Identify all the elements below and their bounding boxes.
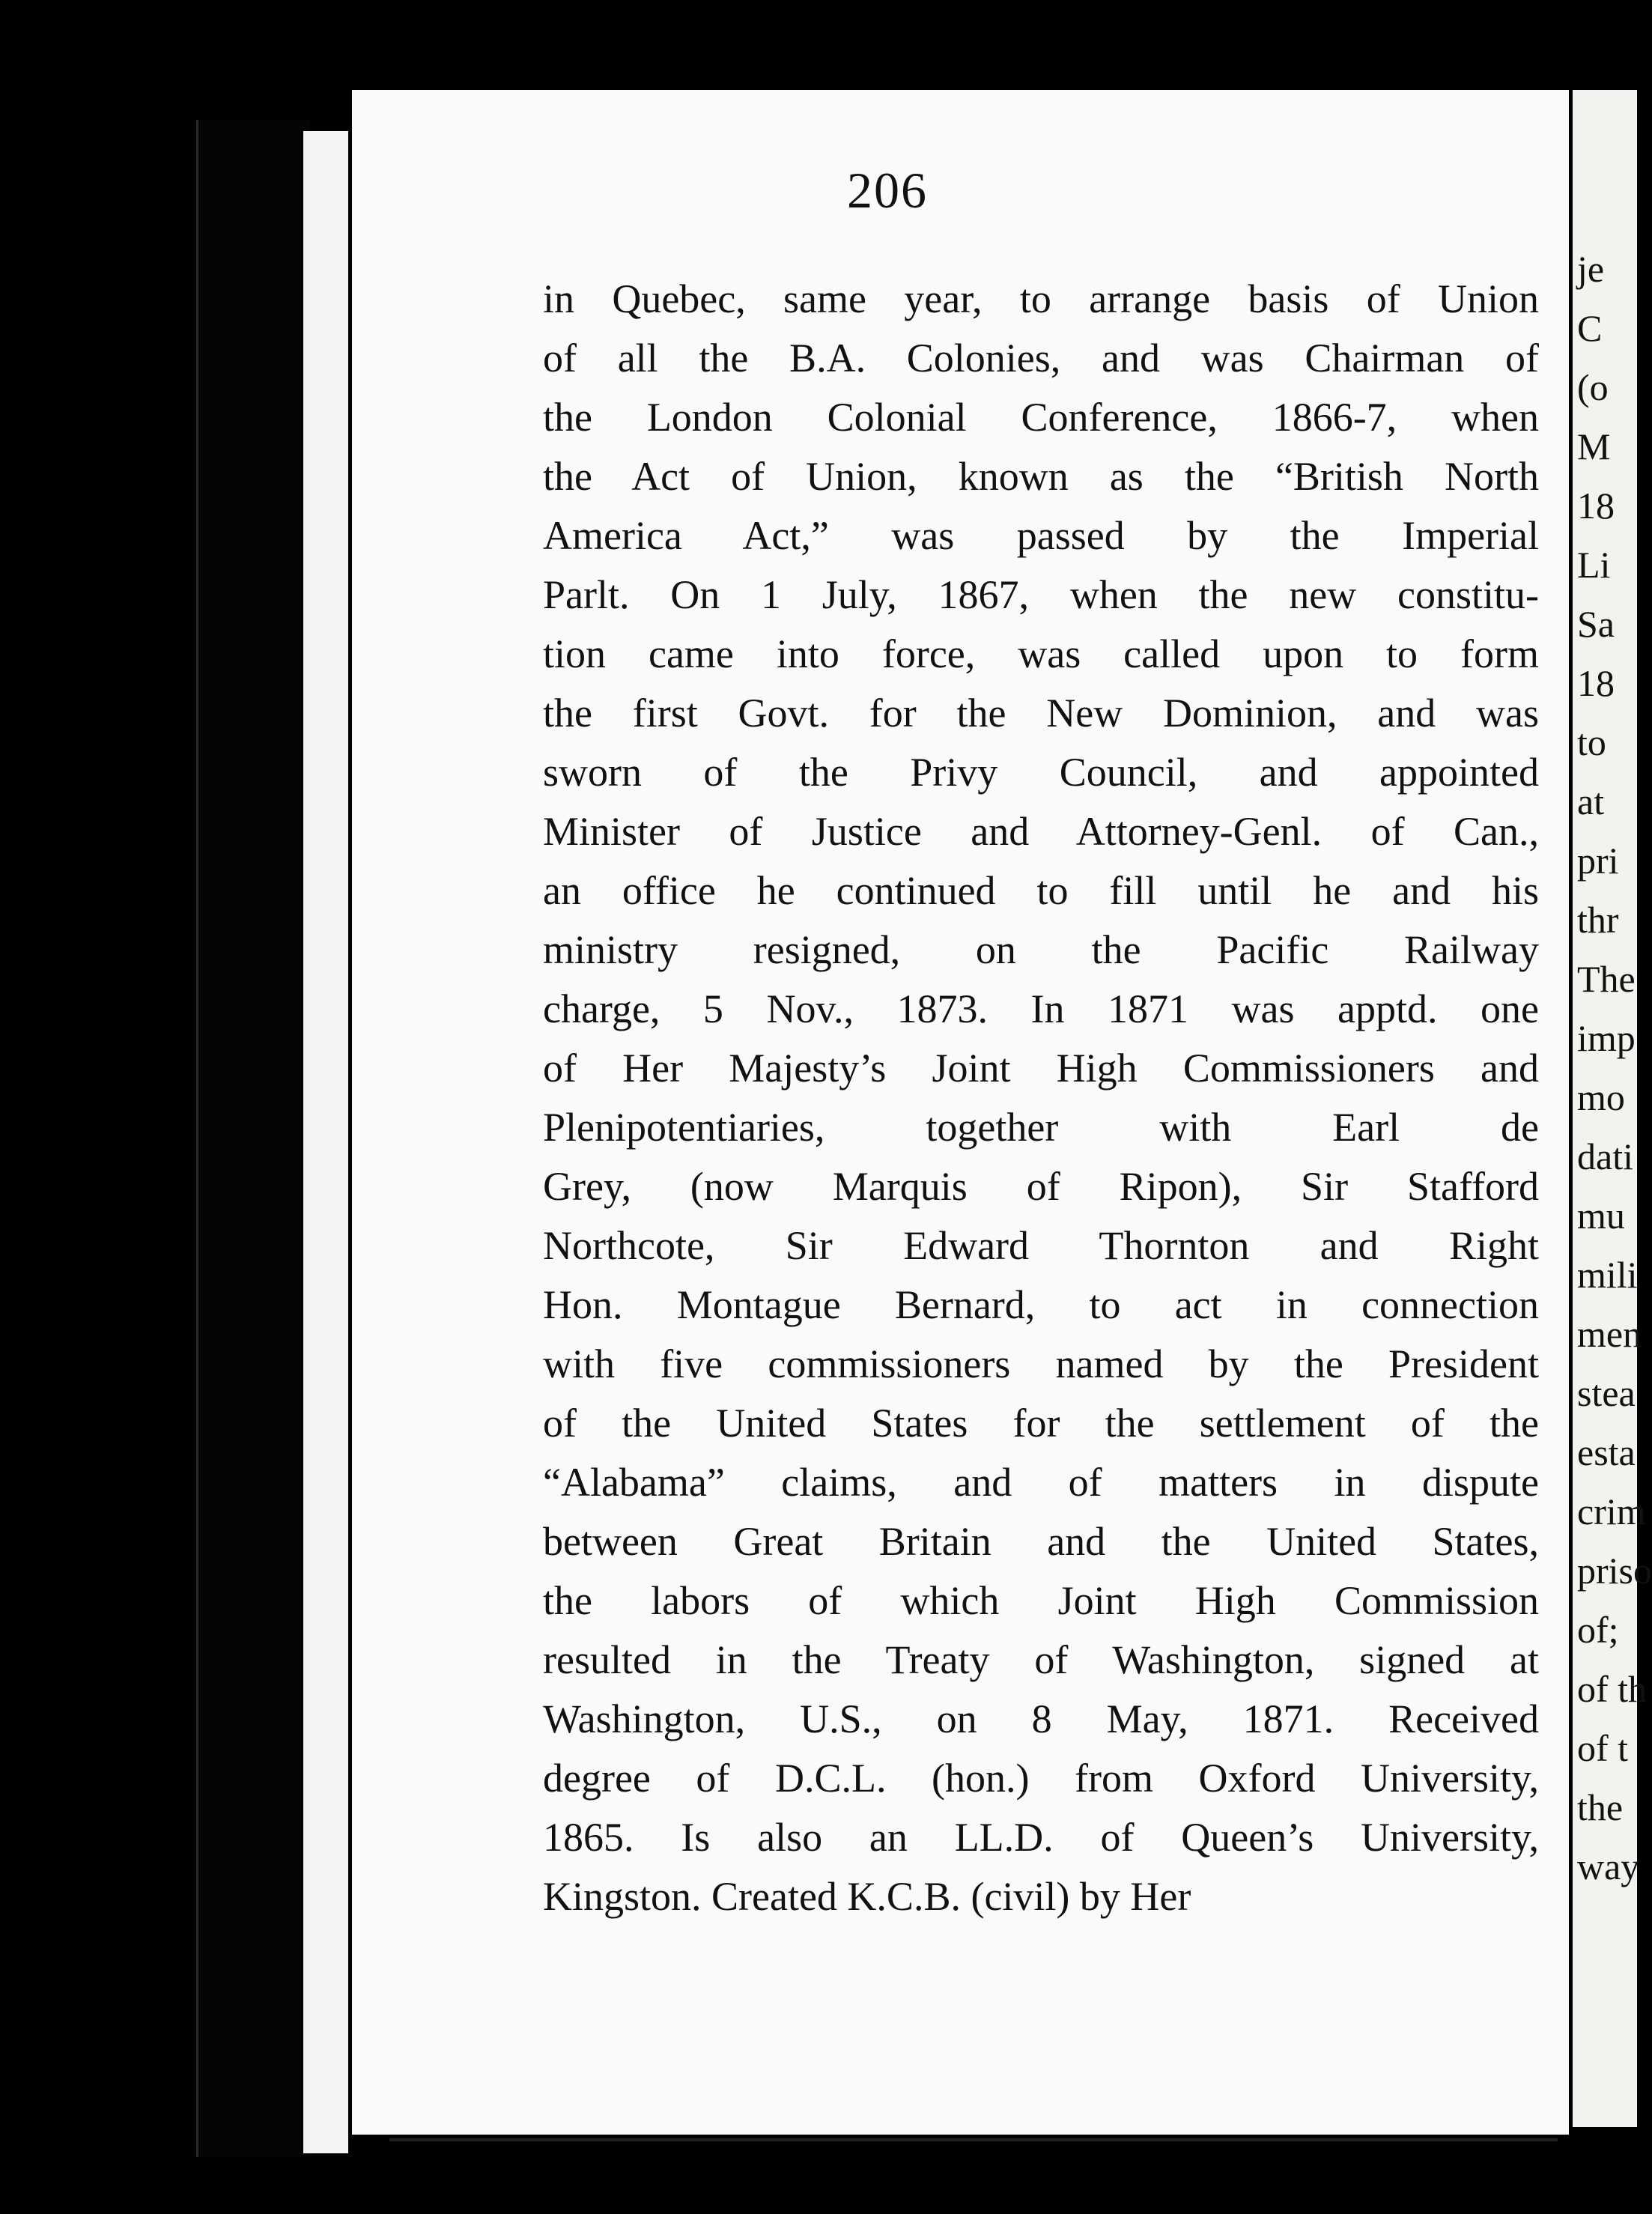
text-line: between Great Britain and the United States, — [543, 1519, 1539, 1564]
adjacent-page-fragment: Sa — [1577, 603, 1615, 645]
text-line: Parlt. On 1 July, 1867, when the new constitu- — [543, 572, 1539, 617]
book-spine-shadow — [196, 120, 311, 2157]
text-line: with five commissioners named by the President — [543, 1341, 1539, 1386]
text-line: tion came into force, was called upon to form — [543, 631, 1539, 676]
adjacent-page-fragment: priso — [1577, 1550, 1652, 1592]
adjacent-page-fragment: M — [1577, 425, 1611, 467]
adjacent-page-fragment: to — [1577, 721, 1606, 763]
text-line: of the United States for the settlement of the — [543, 1401, 1539, 1446]
adjacent-page-fragment: C — [1577, 307, 1603, 349]
adjacent-page-fragment: The — [1577, 958, 1636, 1000]
text-line: of Her Majesty’s Joint High Commissioners and — [543, 1046, 1539, 1091]
adjacent-page-fragment: stea — [1577, 1372, 1636, 1414]
text-line: Washington, U.S., on 8 May, 1871. Received — [543, 1696, 1539, 1741]
adjacent-page-fragment: Li — [1577, 544, 1611, 586]
text-line: the labors of which Joint High Commission — [543, 1578, 1539, 1623]
adjacent-page-fragment: mu — [1577, 1195, 1625, 1237]
text-line: Northcote, Sir Edward Thornton and Right — [543, 1223, 1539, 1268]
adjacent-page-fragment: (o — [1577, 366, 1609, 408]
text-line: in Quebec, same year, to arrange basis of Union — [543, 276, 1539, 321]
adjacent-page-fragment: thr — [1577, 899, 1619, 941]
adjacent-page-fragment: imp — [1577, 1017, 1636, 1059]
adjacent-page-fragment: way — [1577, 1845, 1640, 1887]
text-line: Kingston. Created K.C.B. (civil) by Her — [543, 1874, 1191, 1919]
adjacent-page-fragment: dati — [1577, 1135, 1633, 1177]
page-bottom-edge — [389, 2138, 1558, 2141]
page-number: 206 — [847, 162, 928, 219]
adjacent-page-fragment: 18 — [1577, 485, 1615, 527]
text-line: the first Govt. for the New Dominion, and was — [543, 691, 1539, 736]
text-line: Plenipotentiaries, together with Earl de — [543, 1105, 1539, 1150]
book-page — [352, 90, 1569, 2135]
adjacent-page-fragment: men — [1577, 1313, 1642, 1355]
adjacent-page-fragment: je — [1577, 248, 1605, 290]
text-line: Hon. Montague Bernard, to act in connection — [543, 1282, 1539, 1327]
adjacent-page-fragment: pri — [1577, 840, 1619, 882]
adjacent-page-fragment: mo — [1577, 1076, 1625, 1118]
adjacent-page-fragment: of t — [1577, 1727, 1629, 1769]
text-line: charge, 5 Nov., 1873. In 1871 was apptd. one — [543, 986, 1539, 1031]
body-text — [543, 270, 1539, 1926]
adjacent-page-fragment: crim — [1577, 1490, 1646, 1532]
book-spine-edge — [303, 131, 348, 2153]
text-line: an office he continued to fill until he and his — [543, 868, 1539, 913]
text-line: “Alabama” claims, and of matters in dispute — [543, 1460, 1539, 1505]
text-line: degree of D.C.L. (hon.) from Oxford University, — [543, 1756, 1539, 1801]
text-line: Minister of Justice and Attorney-Genl. of Can., — [543, 809, 1539, 854]
adjacent-page-fragment: of; — [1577, 1609, 1619, 1651]
text-line: Grey, (now Marquis of Ripon), Sir Stafford — [543, 1164, 1539, 1209]
text-line: resulted in the Treaty of Washington, signed at — [543, 1637, 1539, 1682]
adjacent-page-edge — [1573, 90, 1652, 2127]
adjacent-page-fragments — [1573, 240, 1652, 1896]
adjacent-page-fragment: of th — [1577, 1668, 1648, 1710]
adjacent-page-fragment: at — [1577, 780, 1605, 822]
adjacent-page-fragment: 18 — [1577, 662, 1615, 704]
text-line: of all the B.A. Colonies, and was Chairman of — [543, 336, 1539, 380]
adjacent-page-fragment: the — [1577, 1786, 1624, 1828]
text-line: sworn of the Privy Council, and appointed — [543, 750, 1539, 795]
adjacent-page-fragment: esta — [1577, 1431, 1636, 1473]
text-line: ministry resigned, on the Pacific Railway — [543, 927, 1539, 972]
text-line: the Act of Union, known as the “British North — [543, 454, 1539, 499]
adjacent-page-fragment: mili — [1577, 1254, 1638, 1296]
text-line: America Act,” was passed by the Imperial — [543, 513, 1539, 558]
text-line: 1865. Is also an LL.D. of Queen’s University, — [543, 1815, 1539, 1860]
text-line: the London Colonial Conference, 1866-7, when — [543, 395, 1539, 440]
